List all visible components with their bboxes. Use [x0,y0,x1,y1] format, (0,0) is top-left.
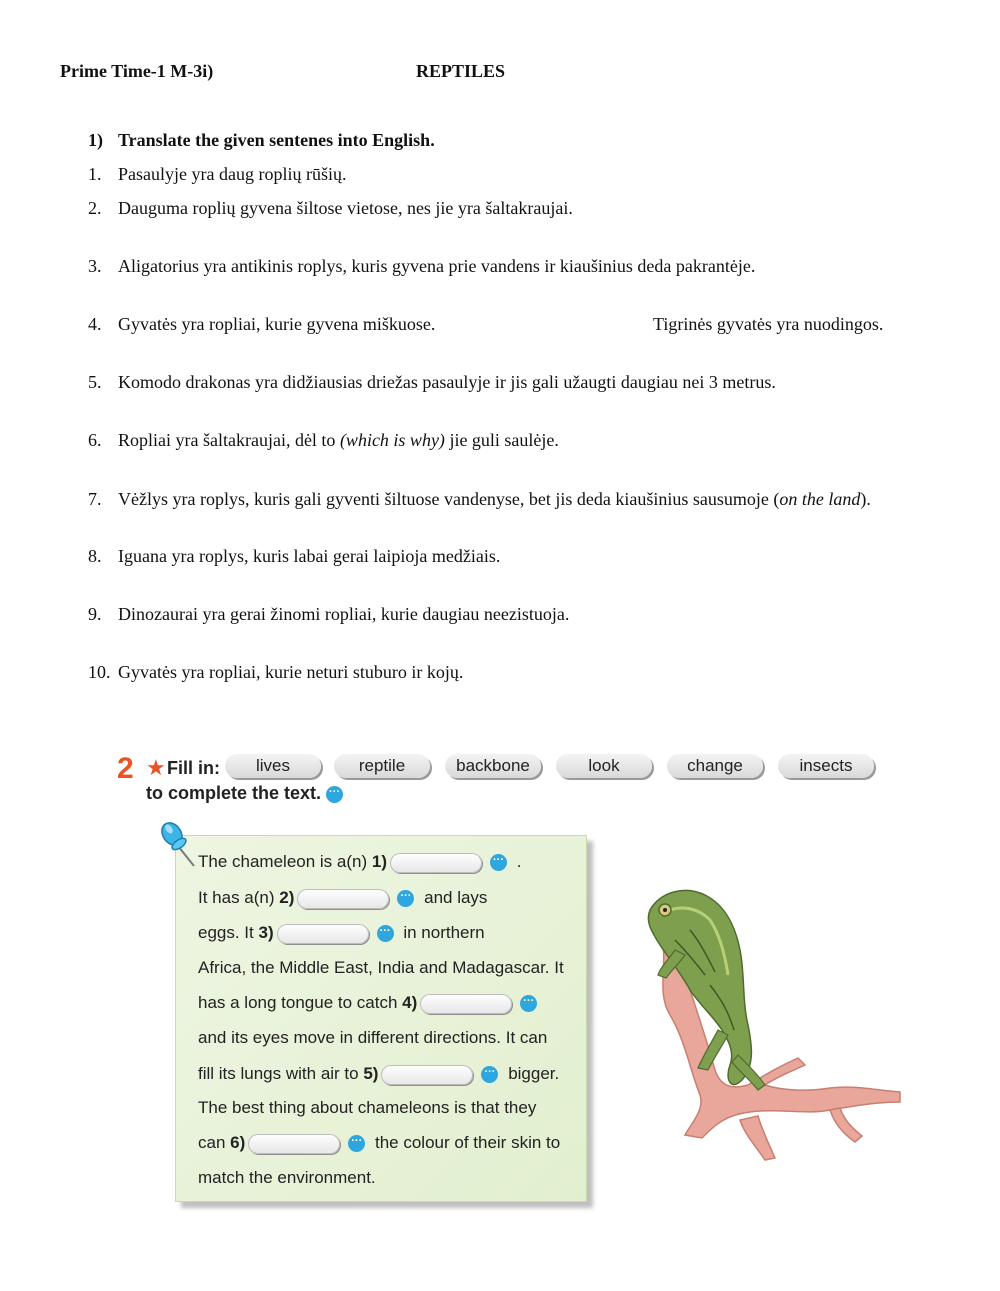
sentence-number: 7. [88,489,102,509]
sentence-number: 6. [88,430,102,450]
sentence-number: 3. [88,256,102,276]
sentence-text: Komodo drakonas yra didžiausias driežas pasaulyje ir jis gali užaugti daugiau nei 3 metrus. [118,372,776,392]
card-text: . [512,852,522,871]
card-text: eggs. It [198,923,259,942]
card-line-3 [198,921,485,945]
word-chip-insects[interactable]: insects [778,754,874,778]
card-line-4 [198,956,564,980]
sentence-text: Pasaulyje yra daug roplių rūšių. [118,164,347,184]
gap-4-input[interactable] [420,994,512,1014]
word-chip-backbone[interactable]: backbone [445,754,541,778]
gap-number: 6) [230,1133,246,1152]
card-line-5 [198,991,542,1015]
card-text: and its eyes move in different directions. It can [198,1028,548,1047]
dots-icon: ··· [348,1135,365,1152]
sentence-text: Dinozaurai yra gerai žinomi ropliai, kurie daugiau neezistuoja. [118,604,570,624]
gap-1-input[interactable] [390,853,482,873]
sentence-number: 1. [88,164,102,184]
sentence-text-second: Tigrinės gyvatės yra nuodingos. [653,314,884,334]
card-text: It has a(n) [198,888,280,907]
word-chip-reptile[interactable]: reptile [334,754,430,778]
dots-icon: ··· [326,786,343,803]
sentence-number: 8. [88,546,102,566]
page-title: REPTILES [416,61,506,81]
card-line-2 [198,886,487,910]
card-text: in northern [398,923,485,942]
sentence-text: Aligatorius yra antikinis roplys, kuris gyvena prie vandens ir kiaušinius deda pakrantėje. [118,256,756,276]
card-text: can [198,1133,231,1152]
sentence-number: 4. [88,314,102,334]
gap-number: 3) [258,923,274,942]
sentence-text: Iguana yra roplys, kuris labai gerai laipioja medžiais. [118,546,501,566]
gap-number: 4) [402,993,418,1012]
sentence-number: 2. [88,198,102,218]
gap-number: 5) [363,1064,379,1083]
dots-icon: ··· [520,995,537,1012]
card-text: match the environment. [198,1168,376,1187]
chameleon-illustration [630,880,910,1170]
gap-5-input[interactable] [381,1065,473,1085]
sentence-number: 10. [88,662,111,682]
card-text: Africa, the Middle East, India and Madagascar. It [198,958,564,977]
course-label: Prime Time-1 M-3i) [60,61,214,81]
gap-number: 2) [279,888,295,907]
card-text: and lays [419,888,488,907]
card-text: has a long tongue to catch [198,993,403,1012]
word-chip-look[interactable]: look [556,754,652,778]
card-line-1 [198,850,521,874]
gap-number: 1) [371,852,387,871]
sentence-number: 5. [88,372,102,392]
dots-icon: ··· [377,925,394,942]
sentence-text: Gyvatės yra ropliai, kurie gyvena miškuose. [118,314,436,334]
exercise-instruction: Fill in: [167,758,220,778]
sentence-text-part: Vėžlys yra roplys, kuris gali gyventi šiltuose vandenyse, bet jis deda kiaušinius sausumoje ( [118,489,780,509]
card-text: The chameleon is a(n) [198,852,372,871]
dots-icon: ··· [397,890,414,907]
sentence-text [118,488,871,510]
sentence-hint: (which is why) [339,430,445,450]
sentence-text [118,429,559,451]
pushpin-icon [158,818,200,870]
sentence-text-part: Ropliai yra šaltakraujai, dėl to [118,430,340,450]
dots-icon: ··· [490,854,507,871]
task1-heading-number: 1) [88,130,103,150]
exercise-instruction-text: to complete the text. [146,783,322,803]
word-chip-lives[interactable]: lives [225,754,321,778]
card-text: The best thing about chameleons is that they [198,1098,537,1117]
sentence-text: Gyvatės yra ropliai, kurie neturi stuburo ir kojų. [118,662,464,682]
star-icon: ★ [146,755,166,780]
exercise-number: 2 [117,752,134,785]
dots-icon: ··· [481,1066,498,1083]
gap-2-input[interactable] [297,889,389,909]
sentence-hint: on the land [779,489,861,509]
card-line-6 [198,1026,547,1050]
sentence-text-part: ). [860,489,871,509]
task1-heading: Translate the given sentenes into English. [118,130,435,150]
card-text: the colour of their skin to [370,1133,561,1152]
word-chip-change[interactable]: change [667,754,763,778]
card-line-8 [198,1096,536,1120]
sentence-number: 9. [88,604,102,624]
card-text: fill its lungs with air to [198,1064,364,1083]
card-line-7 [198,1062,559,1086]
card-line-10 [198,1166,376,1190]
gap-3-input[interactable] [277,924,369,944]
sentence-text: Dauguma roplių gyvena šiltose vietose, nes jie yra šaltakraujai. [118,198,573,218]
exercise-instruction-continued [146,781,348,805]
card-text: bigger. [503,1064,560,1083]
card-line-9 [198,1131,560,1155]
gap-6-input[interactable] [248,1134,340,1154]
sentence-text-part: jie guli saulėje. [444,430,559,450]
